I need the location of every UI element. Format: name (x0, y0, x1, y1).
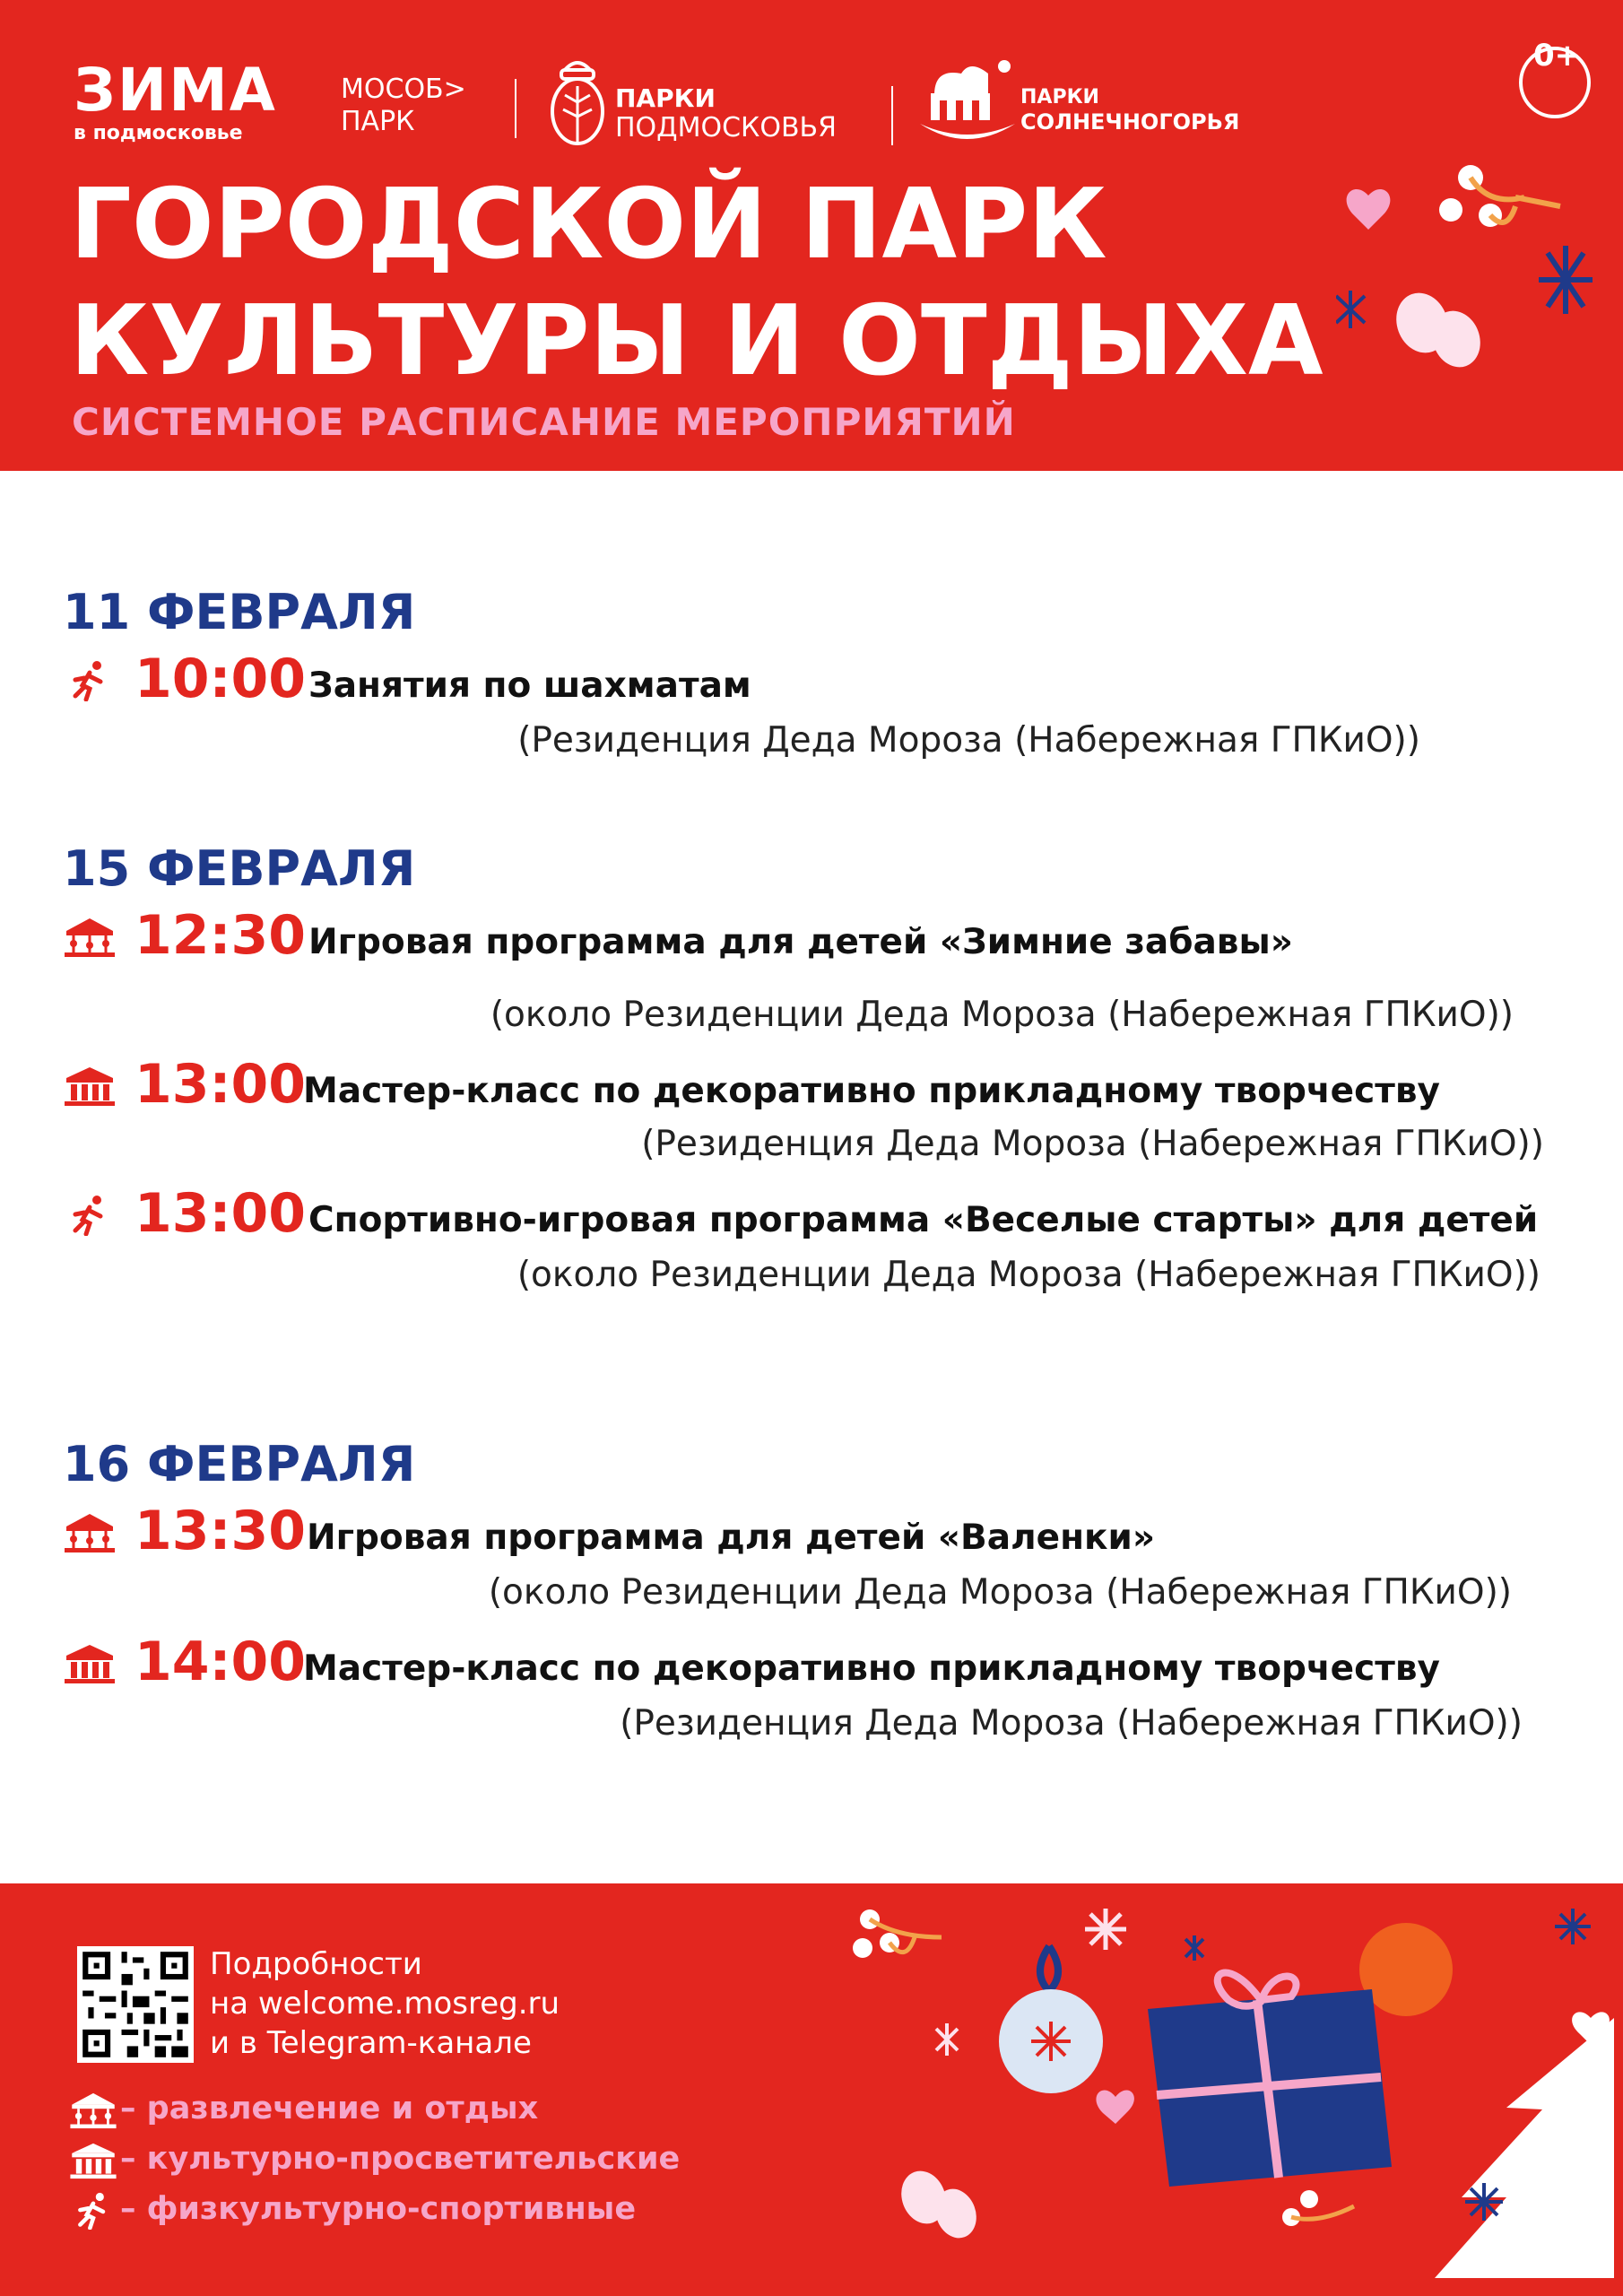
event-time: 14:00 (135, 1631, 306, 1693)
museum-icon (63, 1065, 117, 1107)
footer-info-line1: Подробности (210, 1946, 422, 1982)
footer-info (210, 1944, 560, 2063)
mosoblpark-logo-line1: МОСОБ> (341, 74, 466, 105)
event-row (63, 648, 1587, 710)
mosoblpark-logo (341, 74, 466, 138)
event-title: Мастер-класс по декоративно прикладному творчеству (303, 1648, 1440, 1689)
event-place: (Резиденция Деда Мороза (Набережная ГПКиО)) (641, 1124, 1544, 1164)
footer-info-line3: и в Telegram-канале (210, 2025, 532, 2061)
age-rating-text: 0+ (1533, 38, 1581, 74)
carousel-icon (63, 917, 117, 958)
carousel-icon (63, 1512, 117, 1553)
date-heading: 11 ФЕВРАЛЯ (63, 584, 416, 640)
event-row (63, 904, 1587, 967)
museum-icon (68, 2142, 118, 2179)
runner-icon (68, 2192, 118, 2230)
page-title (70, 167, 1325, 400)
event-time: 10:00 (135, 648, 306, 710)
winter-gifts-decoration (843, 1901, 1614, 2287)
mosoblpark-logo-line2: ПАРК (341, 106, 415, 137)
parki-podmoskovya-leaf-icon (547, 56, 608, 149)
parki-podmoskovya-line2: ПОДМОСКОВЬЯ (615, 112, 837, 144)
logo-divider (515, 79, 516, 138)
page-subtitle: СИСТЕМНОЕ РАСПИСАНИЕ МЕРОПРИЯТИЙ (72, 400, 1016, 444)
winter-decoration (1336, 152, 1605, 386)
legend-text: – культурно-просветительские (120, 2141, 681, 2177)
solnechnogorsk-line1: ПАРКИ (1020, 86, 1099, 109)
event-place: (около Резиденции Деда Мороза (Набережная ГПКиО)) (488, 1572, 1512, 1613)
event-time: 13:00 (135, 1182, 306, 1245)
zima-logo: ЗИМА (74, 56, 277, 125)
event-row (63, 1053, 1587, 1116)
event-place: (Резиденция Деда Мороза (Набережная ГПКиО)) (517, 720, 1420, 761)
event-title: Игровая программа для детей «Валенки» (307, 1518, 1156, 1558)
event-time: 12:30 (135, 904, 306, 967)
event-row (63, 1500, 1587, 1562)
event-row (63, 1631, 1587, 1693)
event-title: Занятия по шахматам (308, 665, 751, 706)
event-title: Мастер-класс по декоративно прикладному творчеству (303, 1071, 1440, 1111)
event-place: (Резиденция Деда Мороза (Набережная ГПКиО)) (620, 1703, 1523, 1744)
event-place: (около Резиденции Деда Мороза (Набережная ГПКиО)) (516, 1255, 1541, 1295)
date-heading: 15 ФЕВРАЛЯ (63, 840, 416, 897)
event-title: Спортивно-игровая программа «Веселые старты» для детей (308, 1200, 1539, 1240)
logo-divider (891, 86, 893, 145)
qr-code[interactable] (77, 1946, 194, 2063)
parki-podmoskovya-line1: ПАРКИ (615, 83, 716, 113)
runner-icon (63, 1195, 117, 1236)
legend-text: – развлечение и отдых (120, 2091, 539, 2126)
solnechnogorsk-line2: СОЛНЕЧНОГОРЬЯ (1020, 109, 1240, 135)
museum-icon (63, 1643, 117, 1684)
event-title: Игровая программа для детей «Зимние забавы» (308, 922, 1293, 962)
footer-info-line2[interactable]: на welcome.mosreg.ru (210, 1986, 560, 2022)
runner-icon (63, 660, 117, 701)
age-rating-badge (1519, 38, 1591, 118)
carousel-icon (68, 2092, 118, 2129)
event-row (63, 1182, 1587, 1245)
event-time: 13:00 (135, 1053, 306, 1116)
legend-text: – физкультурно-спортивные (120, 2191, 637, 2227)
zima-logo-subtitle: в подмосковье (74, 122, 243, 144)
event-place: (около Резиденции Деда Мороза (Набережная ГПКиО)) (490, 995, 1514, 1035)
page-title-line1: ГОРОДСКОЙ ПАРК (70, 169, 1107, 281)
page-title-line2: КУЛЬТУРЫ И ОТДЫХА (70, 285, 1324, 397)
solnechnogorsk-park-icon (916, 59, 1017, 149)
event-time: 13:30 (135, 1500, 306, 1562)
date-heading: 16 ФЕВРАЛЯ (63, 1436, 416, 1492)
